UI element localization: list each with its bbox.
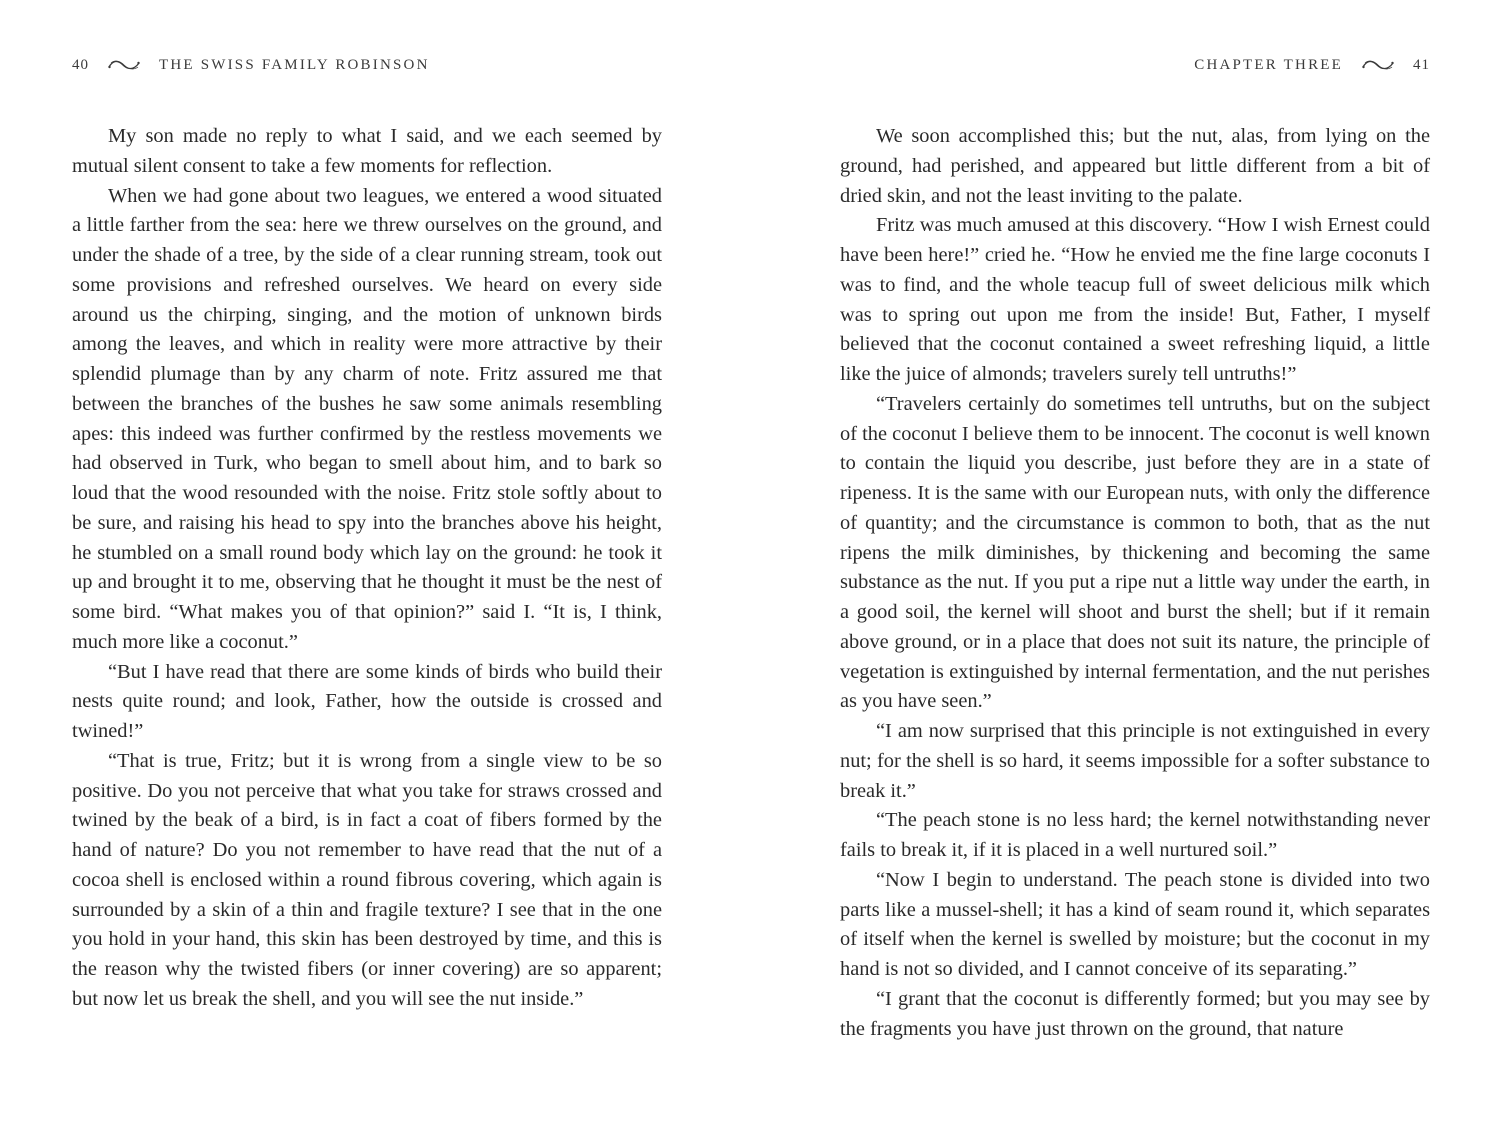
left-page [72, 0, 662, 1143]
left-page-number: 40 [72, 56, 89, 73]
paragraph: “That is true, Fritz; but it is wrong from a single view to be so positive. Do you not perceive that what you take for straws crossed and twined by the beak of a bird, is in fact a coat of fibers formed by the hand of nature? Do you not remember to have read that the nut of a cocoa shell is enclosed within a round fibrous covering, which again is surrounded by a skin of a thin and fragile texture? I see that in the one you hold in your hand, this skin has been destroyed by time, and this is the reason why the twisted fibers (or inner covering) are so apparent; but now let us break the shell, and you will see the nut inside.” [72, 749, 662, 1010]
swash-ornament-icon [107, 58, 141, 72]
paragraph: “Travelers certainly do sometimes tell untruths, but on the subject of the coconut I believe them to be innocent. The coconut is well known to contain the liquid you describe, just before they are in a state of ripeness. It is the same with our European nuts, with only the difference of quantity; and the circumstance is common to both, that as the nut ripens the milk diminishes, by thickening and becoming the same substance as the nut. If you put a ripe nut a little way under the earth, in a good soil, the kernel will shoot and burst the shell; but if it remain above ground, or in a place that does not suit its nature, the principle of vegetation is extinguished by internal fermentation, and the nut perishes as you have seen.” [840, 392, 1430, 713]
left-running-title: THE SWISS FAMILY ROBINSON [159, 56, 430, 73]
paragraph: “I grant that the coconut is differently formed; but you may see by the fragments you have just thrown on the ground, that nature [840, 987, 1430, 1040]
paragraph: My son made no reply to what I said, and we each seemed by mutual silent consent to take a few moments for reflection. [72, 125, 662, 177]
right-page-number: 41 [1413, 56, 1430, 73]
swash-ornament-icon [1361, 58, 1395, 72]
paragraph: When we had gone about two leagues, we entered a wood situated a little farther from the sea: here we threw ourselves on the ground, and under the shade of a tree, by the side of a clear running stream, took out some provisions and refreshed ourselves. We heard on every side around us the chirping, singing, and the motion of unknown birds among the leaves, and which in reality were more attractive by their splendid plumage than by any charm of note. Fritz assured me that between the branches of the bushes he saw some animals resembling apes: this indeed was further confirmed by the restless movements we had observed in Turk, who began to smell about him, and to bark so loud that the wood resounded with the noise. Fritz stole softly about to be sure, and raising his head to spy into the branches above his height, he stumbled on a small round body which lay on the ground: he took it up and brought it to me, observing that he thought it must be the nest of some bird. “What makes you of that opinion?” said I. “It is, I think, much more like a coconut.” [72, 184, 662, 653]
paragraph: We soon accomplished this; but the nut, alas, from lying on the ground, had perished, and appeared but little different from a bit of dried skin, and not the least inviting to the palate. [840, 125, 1430, 207]
left-running-head [72, 53, 662, 77]
paragraph: “Now I begin to understand. The peach stone is divided into two parts like a mussel-shell; it has a kind of seam round it, which separates of itself when the kernel is swelled by moisture; but the coconut in my hand is not so divided, and I cannot conceive of its separating.” [840, 868, 1430, 980]
right-running-title: CHAPTER THREE [1194, 56, 1343, 73]
right-running-head [840, 53, 1430, 77]
paragraph: “The peach stone is no less hard; the kernel notwithstanding never fails to break it, if it is placed in a well nurtured soil.” [840, 809, 1430, 861]
right-body-text [840, 122, 1430, 1044]
paragraph: Fritz was much amused at this discovery. “How I wish Ernest could have been here!” cried he. “How he envied me the fine large coconuts I was to find, and the whole teacup full of sweet delicious milk which was to spring out upon me from the inside! But, Father, I myself believed that the coconut contained a sweet refreshing liquid, a little like the juice of almonds; travelers surely tell untruths!” [840, 214, 1430, 385]
paragraph: “I am now surprised that this principle is not extinguished in every nut; for the shell is so hard, it seems impossible for a softer substance to break it.” [840, 720, 1430, 802]
right-page [840, 0, 1430, 1143]
paragraph: “But I have read that there are some kinds of birds who build their nests quite round; and look, Father, how the outside is crossed and twined!” [72, 660, 662, 742]
left-body-text [72, 122, 662, 1015]
